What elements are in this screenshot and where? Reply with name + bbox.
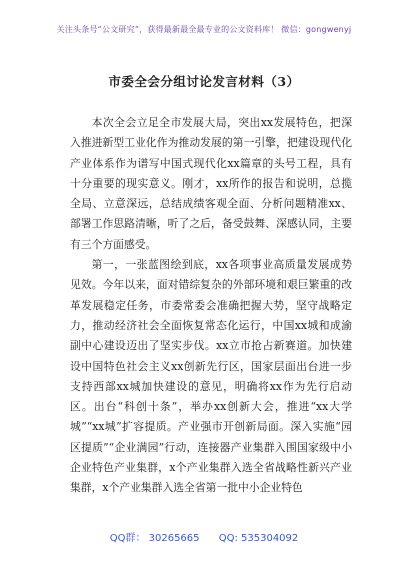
header-banner: 关注头条号“公文研究”，获得最新最全最专业的公文资料库！ 微信：gongwenyj bbox=[56, 25, 352, 34]
footer-qq-group: QQ群： 30265665 bbox=[109, 533, 200, 544]
document-title: 市委全会分组讨论发言材料（3） bbox=[108, 74, 300, 89]
document-body bbox=[70, 113, 352, 499]
footer-contact bbox=[0, 529, 408, 544]
paragraph-intro: 本次全会立足全市发展大局，突出xx发展特色，把深入推进新型工业化作为推动发展的第一引擎，把建设现代化产业体系作为谱写中国式现代化xx篇章的头号工程，具有十分重要的现实意义。刚才，xx所作的报告和说明，总揽全局、立意深远，总结成绩客观全面、分析问题精准xx、部署工作思路清晰，听了之后，备受鼓舞、深感认同，主要有三个方面感受。 bbox=[70, 116, 352, 251]
paragraph-first-point: 第一，一张蓝图绘到底，xx各项事业高质量发展成势见效。今年以来，面对错综复杂的外部环境和艰巨繁重的改革发展稳定任务，市委常委会准确把握大势，坚守战略定力，推动经济社会全面恢复常态化运行，中国xx城和成渝副中心建设迈出了坚实步伐。xx立市抢占新赛道。加快建设中国特色社会主义xx创新先行区，国家层面出台进一步支持西部xx城加快建设的意见，明确将xx作为先行启动区。出台“科创十条”，举办xx创新大会，推进“xx大学城”“xx城”扩容提质。产业强市开创新局面。深入实施“园区提质”“企业满园”行动，连接器产业集群入围国家级中小企业特色产业集群，x个产业集群入选全省战略性新兴产业集群，x个产业集群入选全省第一批中小企业特色 bbox=[70, 258, 352, 495]
footer-qq: QQ: 535304092 bbox=[218, 533, 299, 544]
